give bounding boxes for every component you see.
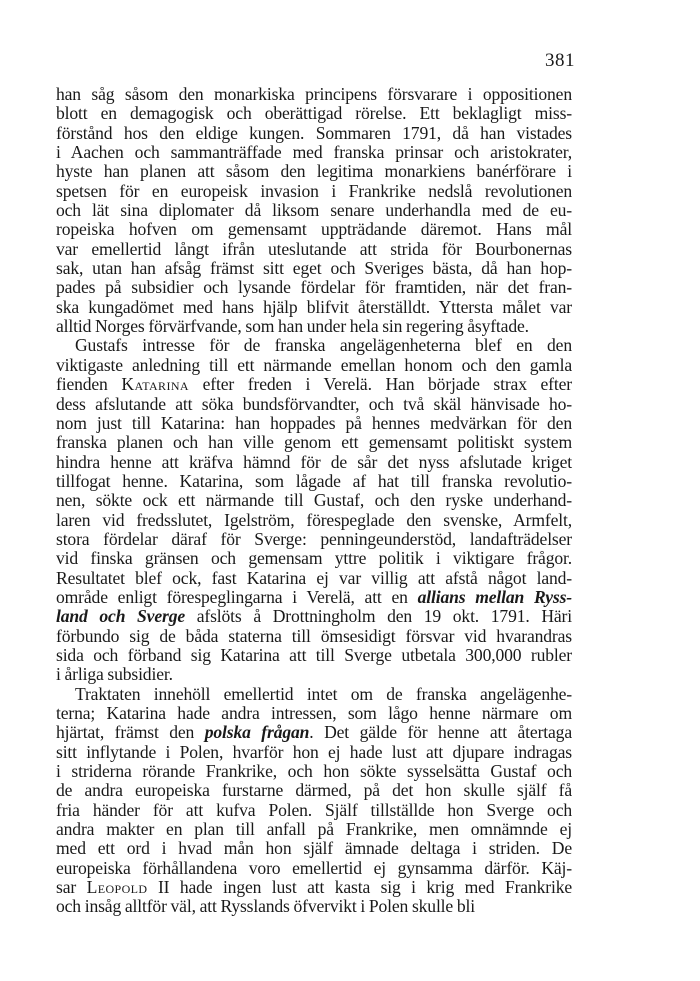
text-line: spetsen för en europeisk invasion i Frankrike nedslå revolutionen xyxy=(56,180,572,201)
text-line: stora fördelar däraf för Sverge: penningeunderstöd, landafträdelser xyxy=(56,528,572,549)
text-line: europeiska förhållandena voro emellertid ej gynsamma därför. Käj- xyxy=(56,857,572,878)
paragraph xyxy=(56,685,572,917)
text-line: dess afslutande att söka bundsförvandter, och två skäl hänvisade ho- xyxy=(56,393,572,414)
text-line: område enligt förespeglingarna i Verelä, att en allians mellan Ryss- xyxy=(56,586,572,607)
text-line: andra makter en plan till anfall på Frankrike, men omnämnde ej xyxy=(56,819,572,840)
text-line: Traktaten innehöll emellertid intet om de franska angelägenhe- xyxy=(75,683,572,704)
italic-emphasis: land och Sverge xyxy=(56,606,186,627)
text-line: sida och förband sig Katarina att till Sverge utbetala 300,000 rubler xyxy=(56,644,572,665)
text-line: var emellertid långt ifrån uteslutande att strida för Bourbonernas xyxy=(56,238,572,259)
page-number: 381 xyxy=(545,50,575,71)
text-line: han såg såsom den monarkiska principens försvarare i oppositionen xyxy=(56,84,572,104)
text-line: Resultatet blef ock, fast Katarina ej var villig att afstå något land- xyxy=(56,567,572,588)
text-line: hindra henne att kräfva hämnd för de sår det nyss afslutade kriget xyxy=(56,451,572,472)
text-line: franska planen och han ville genom ett gemensamt politiskt system xyxy=(56,432,572,453)
text-line: fienden Katarina efter freden i Verelä. Han började strax efter xyxy=(56,374,572,395)
text-line: viktigaste anledning till ett närmande emellan honom och den gamla xyxy=(56,354,572,375)
paragraph xyxy=(56,336,572,684)
text-line: nom just till Katarina: han hoppades på hennes medvärkan för den xyxy=(56,412,572,433)
text-line: i Aachen och sammanträffade med franska prinsar och aristokrater, xyxy=(56,142,572,163)
text-line: och insåg alltför väl, att Rysslands öfvervikt i Polen skulle bli xyxy=(56,896,475,917)
italic-emphasis: allians mellan Ryss- xyxy=(417,586,572,607)
text-line: alltid Norges förvärfvande, som han under hela sin regering åsyftade. xyxy=(56,316,529,337)
text-line: pades på subsidier och lysande fördelar för framtiden, när det fran- xyxy=(56,277,572,298)
paragraph xyxy=(56,85,572,336)
text-line: blott en demagogisk och oberättigad rörelse. Ett beklagligt miss- xyxy=(56,103,572,124)
text-line: sak, utan han afsåg främst sitt eget och Sveriges bästa, då han hop- xyxy=(56,258,572,279)
text-line: i årliga subsidier. xyxy=(56,664,173,685)
text-line: sitt inflytande i Polen, hvarför hon ej hade lust att djupare indragas xyxy=(56,741,572,762)
text-line: fria händer för att kufva Polen. Själf tillställde hon Sverge och xyxy=(56,799,572,820)
small-caps-name: Leopold xyxy=(86,877,148,898)
text-line: nen, sökte ock ett närmande till Gustaf, och den ryske underhand- xyxy=(56,490,572,511)
text-line: land och Sverge afslöts å Drottningholm den 19 okt. 1791. Häri xyxy=(56,606,572,627)
text-line: ska kungadömet med hans hjälp blifvit återställdt. Yttersta målet var xyxy=(56,296,572,317)
text-line: de andra europeiska furstarne därmed, på det hon skulle själf få xyxy=(56,780,572,801)
text-line: och lät sina diplomater då liksom senare underhandla med de eu- xyxy=(56,200,572,221)
text-line: sar Leopold II hade ingen lust att kasta sig i krig med Frankrike xyxy=(56,877,572,898)
text-line: hyste han planen att såsom den legitima monarkiens banérförare i xyxy=(56,161,572,182)
text-line: med ett ord i hvad mån hon själf ämnade deltaga i striden. De xyxy=(56,838,572,859)
text-line: förstånd hos den eldige kungen. Sommaren 1791, då han vistades xyxy=(56,122,572,143)
text-line: tillfogat henne. Katarina, som lågade af hat till franska revolutio- xyxy=(56,470,572,491)
text-line: hjärtat, främst den polska frågan. Det gälde för henne att återtaga xyxy=(56,722,572,743)
text-line: ropeiska hofven om gemensamt uppträdande däremot. Hans mål xyxy=(56,219,572,240)
body-text xyxy=(56,85,572,917)
italic-emphasis: polska frågan xyxy=(204,722,310,743)
text-line: laren vid fredsslutet, Igelström, förespeglade den svenske, Armfelt, xyxy=(56,509,572,530)
text-line: förbundo sig de båda staterna till ömsesidigt försvar vid hvarandras xyxy=(56,625,572,646)
text-line: i striderna rörande Frankrike, och hon sökte sysselsätta Gustaf och xyxy=(56,761,572,782)
text-line: terna; Katarina hade andra intressen, som lågo henne närmare om xyxy=(56,703,572,723)
small-caps-name: Katarina xyxy=(121,374,189,395)
text-line: Gustafs intresse för de franska angelägenheterna blef en den xyxy=(75,335,572,356)
text-line: vid finska gränsen och gemensam yttre politik i viktigare frågor. xyxy=(56,548,572,569)
